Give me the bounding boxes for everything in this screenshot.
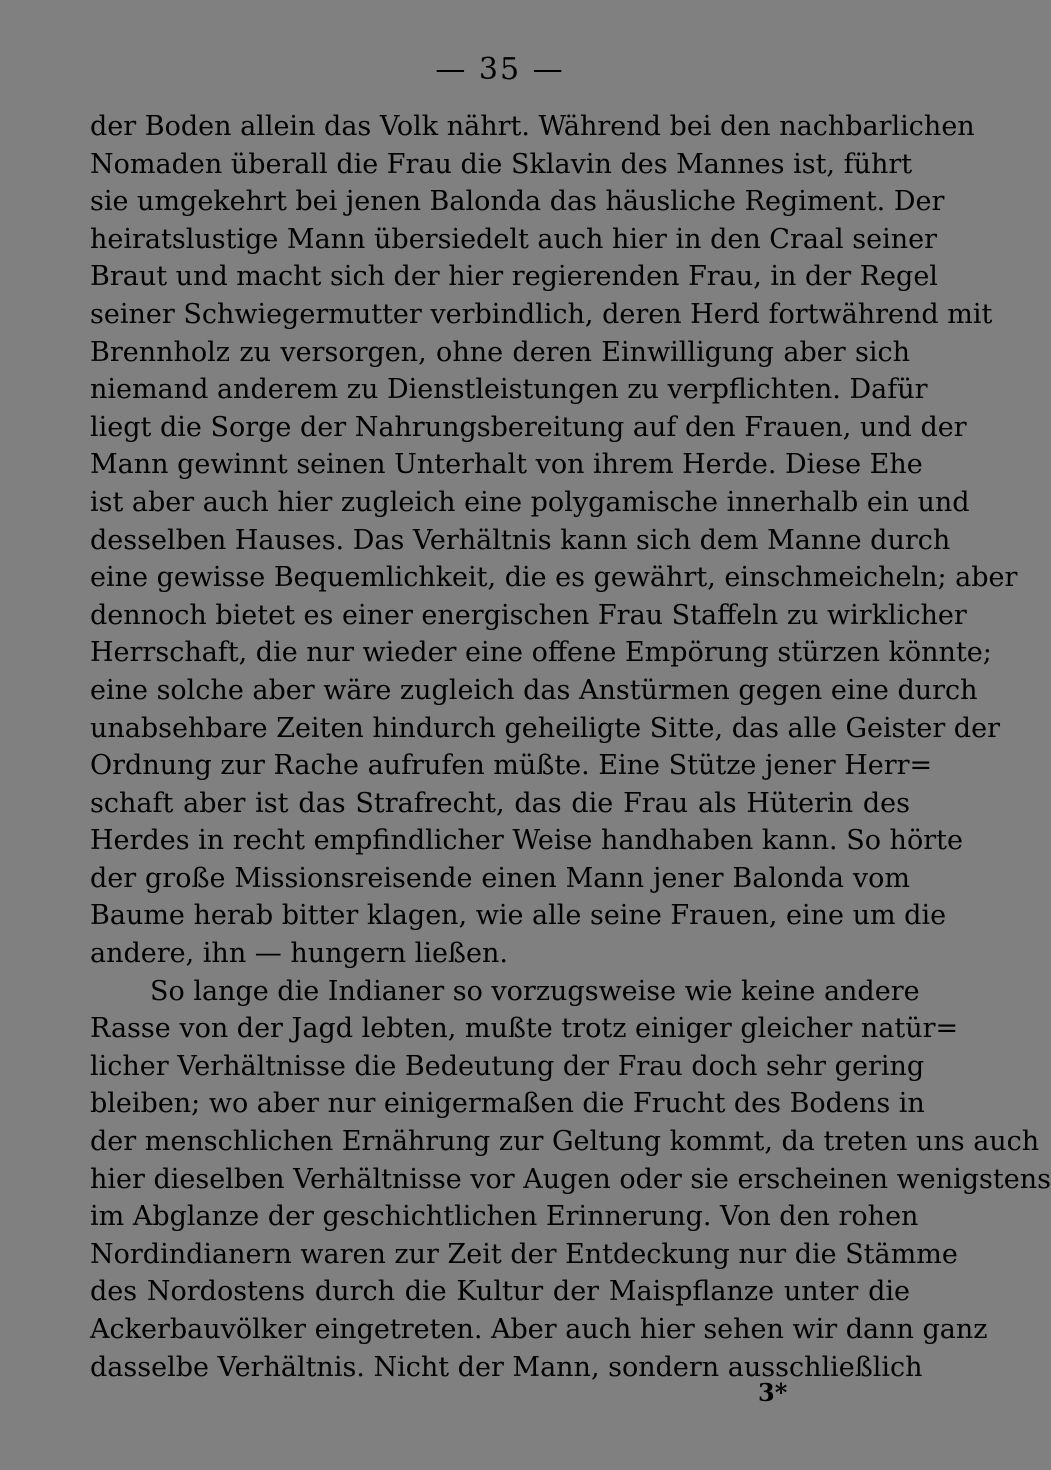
text-line: hier dieselben Verhältnisse vor Augen oder sie erscheinen wenigstens (90, 1163, 1051, 1195)
text-line: Herrschaft, die nur wieder eine offene Empörung stürzen könnte; (90, 637, 992, 669)
text-line: Mann gewinnt seinen Unterhalt von ihrem Herde. Diese Ehe (90, 449, 923, 481)
text-line: Nordindianern waren zur Zeit der Entdeckung nur die Stämme (90, 1238, 958, 1270)
text-line: unabsehbare Zeiten hindurch geheiligte Sitte, das alle Geister der (90, 712, 1000, 744)
paragraph-1 (90, 108, 1018, 973)
text-line: eine solche aber wäre zugleich das Anstürmen gegen eine durch (90, 674, 978, 706)
text-line: niemand anderem zu Dienstleistungen zu verpflichten. Dafür (90, 374, 928, 406)
text-line: desselben Hauses. Das Verhältnis kann sich dem Manne durch (90, 524, 951, 556)
signature-mark: 3* (758, 1378, 788, 1407)
text-line: Rasse von der Jagd lebten, mußte trotz einiger gleicher natür= (90, 1013, 959, 1045)
text-line: Baume herab bitter klagen, wie alle seine Frauen, eine um die (90, 900, 947, 932)
text-line: der Boden allein das Volk nährt. Während bei den nachbarlichen (90, 111, 975, 142)
text-line: des Nordostens durch die Kultur der Maispflanze unter die (90, 1276, 910, 1308)
text-line: licher Verhältnisse die Bedeutung der Frau doch sehr gering (90, 1050, 925, 1082)
text-line: eine gewisse Bequemlichkeit, die es gewährt, einschmeicheln; aber (90, 562, 1018, 594)
text-line: im Abglanze der geschichtlichen Erinnerung. Von den rohen (90, 1201, 919, 1233)
text-line: seiner Schwiegermutter verbindlich, deren Herd fortwährend mit (90, 298, 993, 330)
text-line: dennoch bietet es einer energischen Frau Staffeln zu wirklicher (90, 599, 967, 631)
text-line: Brennholz zu versorgen, ohne deren Einwilligung aber sich (90, 336, 910, 368)
text-line: Nomaden überall die Frau die Sklavin des Mannes ist, führt (90, 148, 913, 180)
text-line: Herdes in recht empfindlicher Weise handhaben kann. So hörte (90, 825, 963, 857)
text-line: andere, ihn — hungern ließen. (90, 938, 508, 970)
text-line: Ackerbauvölker eingetreten. Aber auch hier sehen wir dann ganz (90, 1314, 988, 1345)
text-line: schaft aber ist das Strafrecht, das die Frau als Hüterin des (90, 787, 910, 819)
paragraph-2 (90, 973, 1051, 1387)
text-line: liegt die Sorge der Nahrungsbereitung auf den Frauen, und der (90, 411, 967, 443)
page-number: — 35 — (435, 52, 565, 87)
text-line: sie umgekehrt bei jenen Balonda das häusliche Regiment. Der (90, 186, 945, 218)
body-text (90, 108, 1051, 1386)
text-line: ist aber auch hier zugleich eine polygamische innerhalb ein und (90, 486, 970, 518)
text-line: der menschlichen Ernährung zur Geltung kommt, da treten uns auch (90, 1126, 1040, 1158)
text-line: der große Missionsreisende einen Mann jener Balonda vom (90, 862, 910, 894)
text-line: Ordnung zur Rache aufrufen müßte. Eine Stütze jener Herr= (90, 750, 933, 782)
text-line: dasselbe Verhältnis. Nicht der Mann, sondern ausschließlich (90, 1351, 923, 1383)
text-line: So lange die Indianer so vorzugsweise wie keine andere (150, 975, 920, 1007)
text-line: Braut und macht sich der hier regierenden Frau, in der Regel (90, 261, 938, 293)
document-page (90, 0, 1051, 1470)
text-line: bleiben; wo aber nur einigermaßen die Frucht des Bodens in (90, 1088, 925, 1120)
text-line: heiratslustige Mann übersiedelt auch hier in den Craal seiner (90, 223, 938, 255)
